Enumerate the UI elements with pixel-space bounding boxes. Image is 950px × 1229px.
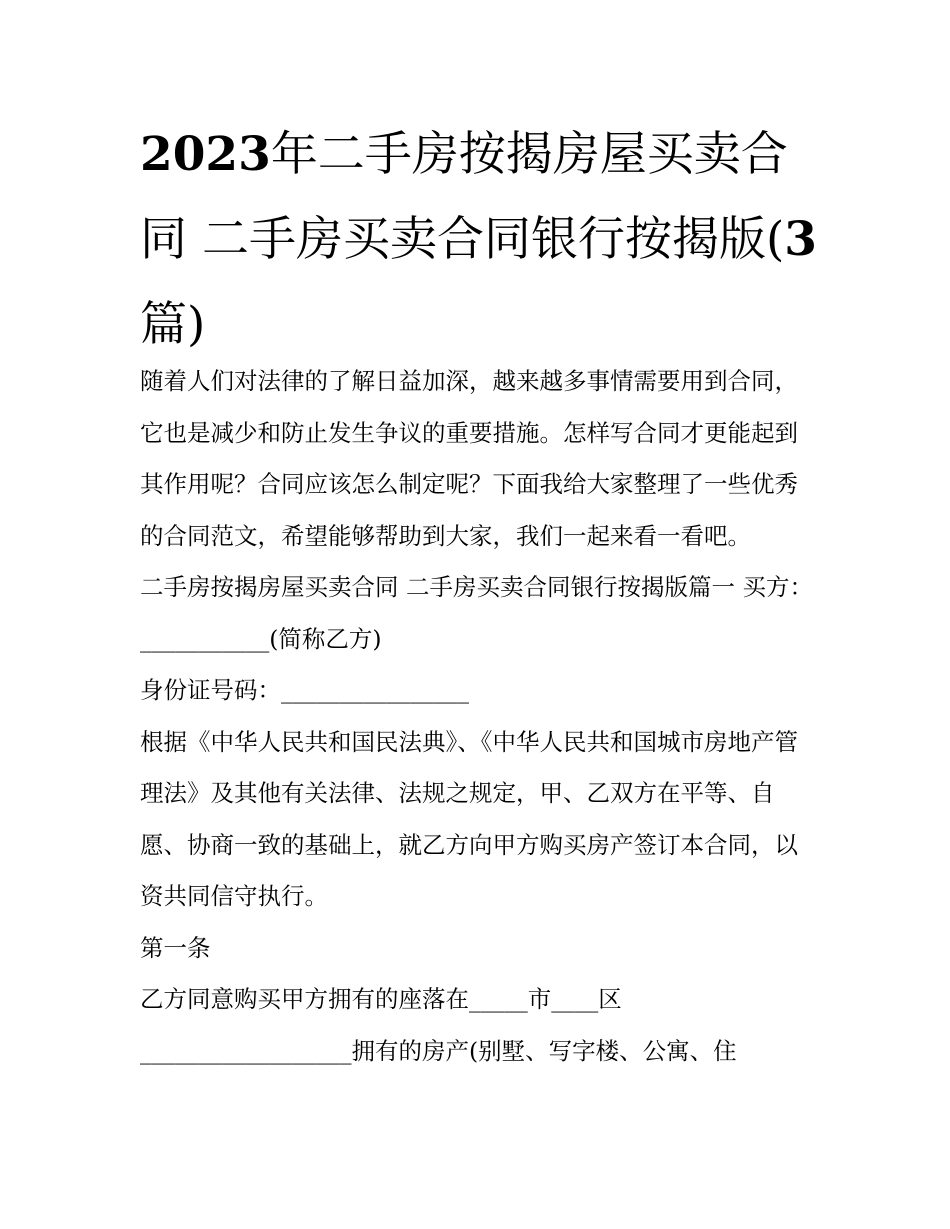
article-one-text: 乙方同意购买甲方拥有的座落在_____市____区__________________拥有的房产(别墅、写字楼、公寓、住: [140, 985, 737, 1065]
document-body: [140, 356, 820, 1077]
title-year: 2023: [140, 127, 271, 182]
title-main: 年二手房按揭房屋买卖合同 二手房买卖合同银行按揭版(: [140, 127, 788, 267]
intro-paragraph: 随着人们对法律的了解日益加深，越来越多事情需要用到合同，它也是减少和防止发生争议的重要措施。怎样写合同才更能起到其作用呢？合同应该怎么制定呢？下面我给大家整理了一些优秀的合同范文，希望能够帮助到大家，我们一起来看一看吧。: [140, 367, 798, 550]
document-title: [140, 112, 820, 367]
buyer-line: 二手房按揭房屋买卖合同 二手房买卖合同银行按揭版篇一 买方：___________(简称乙方): [140, 573, 813, 653]
title-suffix: 篇): [140, 297, 206, 352]
id-number-line: 身份证号码：________________: [140, 676, 469, 704]
title-count: 3: [784, 212, 817, 267]
legal-basis-paragraph: 根据《中华人民共和国民法典》、《中华人民共和国城市房地产管理法》及其他有关法律、法规之规定，甲、乙双方在平等、自愿、协商一致的基础上，就乙方向甲方购买房产签订本合同，以资共同信守执行。: [140, 727, 798, 910]
article-one-heading: 第一条: [140, 933, 211, 962]
